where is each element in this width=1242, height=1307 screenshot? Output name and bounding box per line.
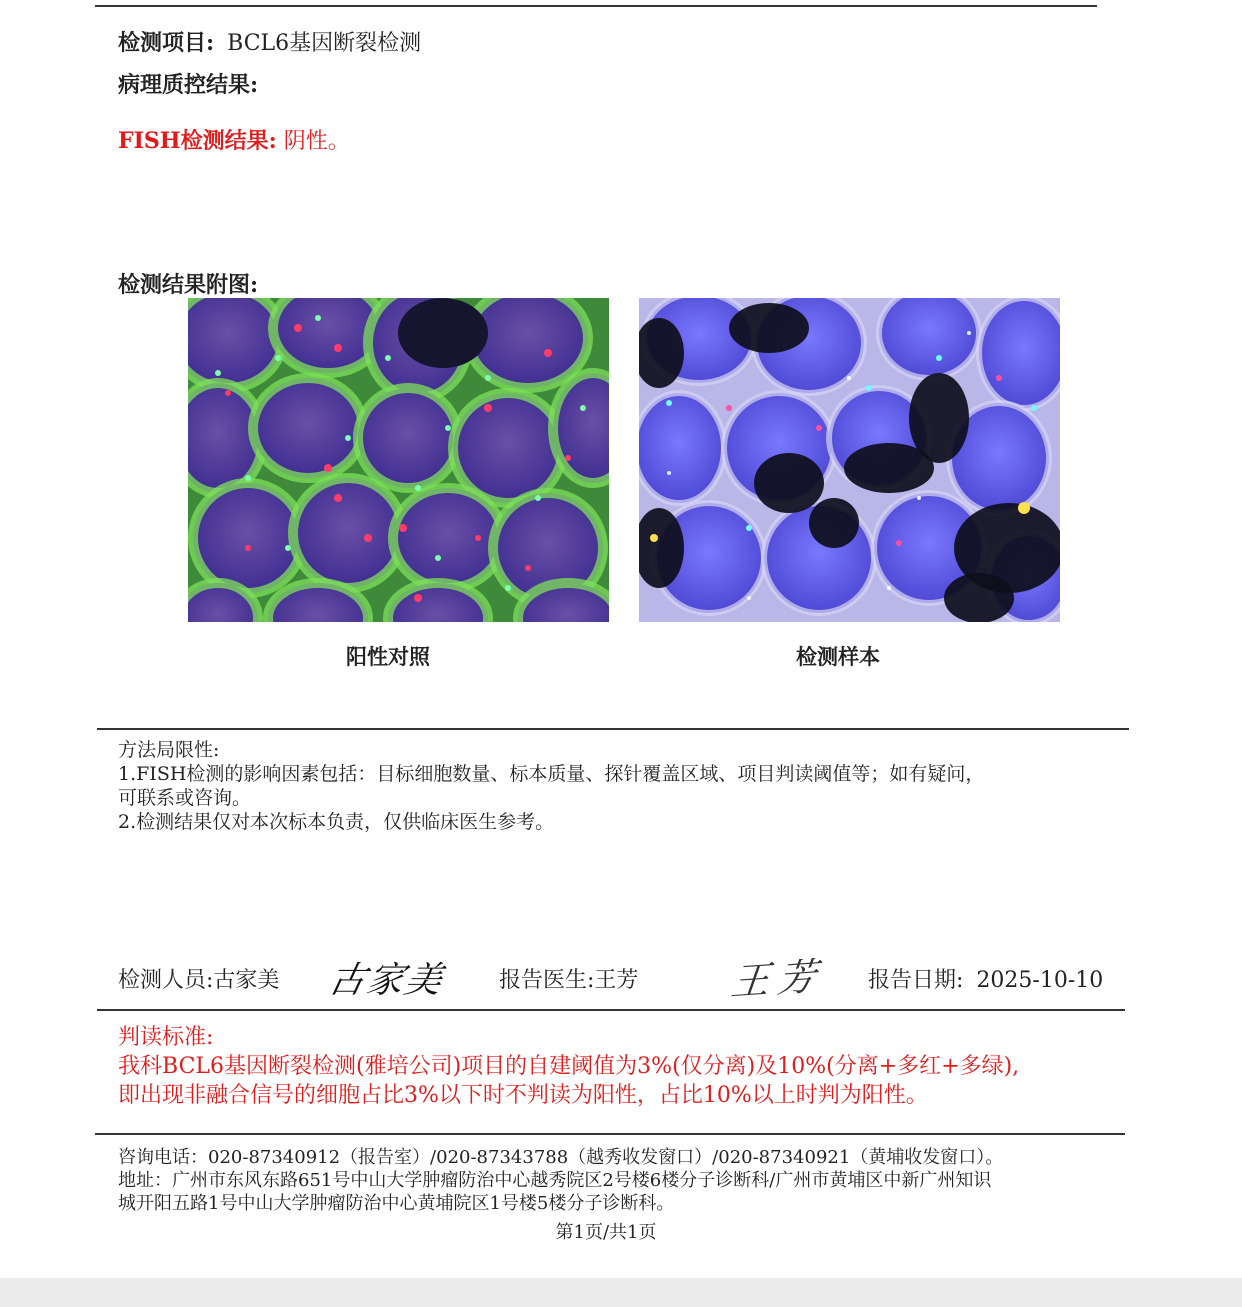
date-value: 2025-10-10 xyxy=(976,968,1104,993)
tester-name: 古家美 xyxy=(213,968,280,993)
footer-rule xyxy=(95,1133,1125,1135)
limitations-line3: 2.检测结果仅对本次标本负责，仅供临床医生参考。 xyxy=(118,811,555,833)
doctor-signature: 王芳 xyxy=(728,953,827,1005)
fish-result-row xyxy=(118,124,350,155)
tester-field xyxy=(118,963,279,994)
positive-control-image xyxy=(188,298,609,622)
figures-label: 检测结果附图: xyxy=(118,272,259,298)
caption-test-sample: 检测样本 xyxy=(796,644,880,669)
test-item-row xyxy=(118,26,421,57)
doctor-label: 报告医生: xyxy=(499,968,595,993)
qc-label: 病理质控结果: xyxy=(118,72,259,98)
criteria-block xyxy=(118,1023,1019,1110)
test-item-label: 检测项目: xyxy=(118,30,215,56)
date-label: 报告日期: xyxy=(868,968,964,993)
doctor-name: 王芳 xyxy=(594,968,639,993)
criteria-line2: 即出现非融合信号的细胞占比3%以下时不判读为阳性，占比10%以上时判为阳性。 xyxy=(118,1083,928,1108)
fish-value: 阴性。 xyxy=(283,129,350,154)
caption-positive-control: 阳性对照 xyxy=(346,644,430,669)
top-rule xyxy=(95,5,1097,7)
footer-phone: 咨询电话：020-87340912（报告室）/020-87343788（越秀收发窗口）/020-87340921（黄埔收发窗口）。 xyxy=(118,1147,1004,1168)
limitations-rule xyxy=(97,728,1129,730)
test-sample-image xyxy=(639,298,1060,622)
limitations-block xyxy=(118,738,984,834)
tester-label: 检测人员: xyxy=(118,968,214,993)
tester-signature: 古家美 xyxy=(325,960,448,1001)
fish-label: FISH检测结果: xyxy=(118,128,277,154)
page-number: 第1页/共1页 xyxy=(555,1222,657,1243)
criteria-title: 判读标准: xyxy=(118,1025,214,1050)
footer-address-line2: 城开阳五路1号中山大学肿瘤防治中心黄埔院区1号楼5楼分子诊断科。 xyxy=(118,1193,675,1214)
criteria-line1: 我科BCL6基因断裂检测(雅培公司)项目的自建阈值为3%(仅分离)及10%(分离+多红+多绿), xyxy=(118,1054,1020,1079)
limitations-line2: 可联系或咨询。 xyxy=(118,787,252,809)
doctor-field xyxy=(499,963,638,994)
test-item-value: BCL6基因断裂检测 xyxy=(227,31,422,56)
limitations-title: 方法局限性: xyxy=(118,739,220,761)
limitations-line1: 1.FISH检测的影响因素包括：目标细胞数量、标本质量、探针覆盖区域、项目判读阈值等；如有疑问， xyxy=(118,763,985,785)
date-field xyxy=(868,963,1103,994)
criteria-rule xyxy=(97,1009,1125,1011)
footer-address-line1: 地址：广州市东风东路651号中山大学肿瘤防治中心越秀院区2号楼6楼分子诊断科/广州市黄埔区中新广州知识 xyxy=(118,1170,992,1191)
